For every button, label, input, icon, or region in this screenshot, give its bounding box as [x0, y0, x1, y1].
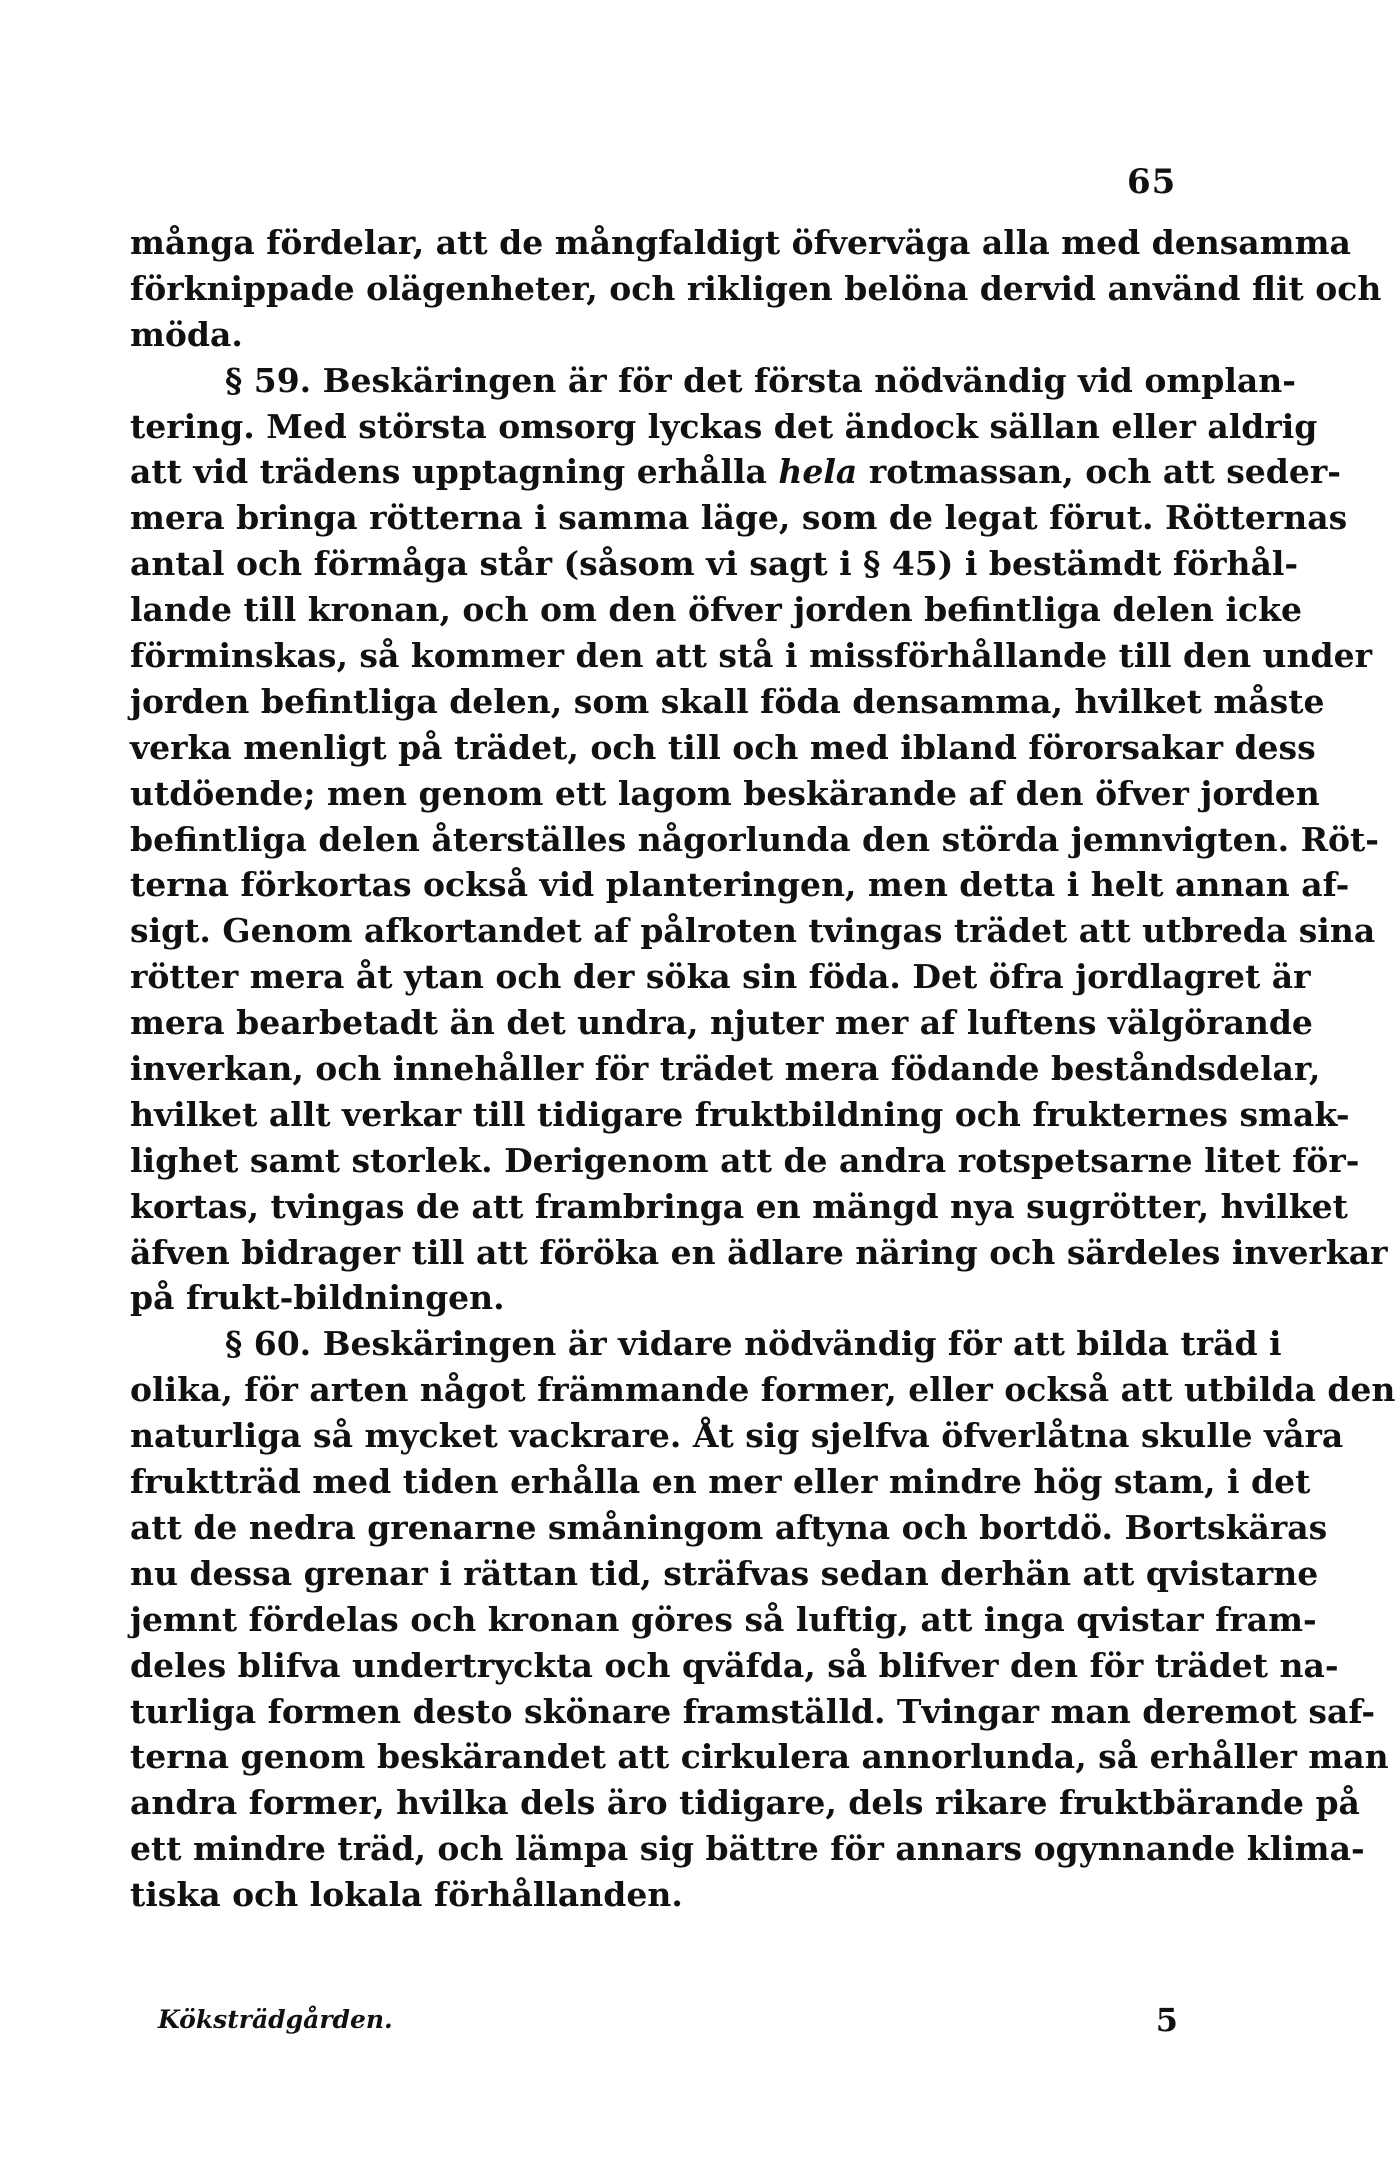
page-number: 65: [1127, 162, 1177, 202]
text-line: befintliga delen återställes någorlunda den störda jemnvigten. Röt-: [130, 819, 1379, 859]
page-footer: [158, 2001, 1178, 2045]
text-line: utdöende; men genom ett lagom beskärande af den öfver jorden: [130, 773, 1320, 813]
text-line: deles blifva undertryckta och qväfda, så blifver den för trädet na-: [130, 1645, 1339, 1685]
text-line: jorden befintliga delen, som skall föda densamma, hvilket måste: [130, 681, 1325, 721]
body-text: [130, 220, 1396, 1918]
text-line: lighet samt storlek. Derigenom att de andra rotspetsarne litet för-: [130, 1140, 1360, 1180]
text-line: terna förkortas också vid planteringen, men detta i helt annan af-: [130, 865, 1350, 905]
text-line: andra former, hvilka dels äro tidigare, dels rikare fruktbärande på: [130, 1783, 1360, 1823]
section-60-heading-line: § 60. Beskäringen är vidare nödvändig för att bilda träd i: [225, 1324, 1282, 1364]
text-line: naturliga så mycket vackrare. Åt sig sjelfva öfverlåtna skulle våra: [130, 1416, 1344, 1456]
text-line: fruktträd med tiden erhålla en mer eller mindre hög stam, i det: [130, 1462, 1311, 1502]
text-line: många fördelar, att de mångfaldigt öfverväga alla med densamma: [130, 223, 1351, 262]
text-line: att vid trädens upptagning erhålla hela rotmassan, och att seder-: [130, 452, 1341, 492]
emphasized-word: hela: [778, 452, 858, 492]
text-line: olika, för arten något främmande former, eller också att utbilda den: [130, 1370, 1396, 1410]
text-line: hvilket allt verkar till tidigare fruktbildning och frukternes smak-: [130, 1094, 1350, 1134]
text-line: terna genom beskärandet att cirkulera annorlunda, så erhåller man: [130, 1737, 1389, 1777]
text-line: jemnt fördelas och kronan göres så luftig, att inga qvistar fram-: [130, 1599, 1317, 1639]
text-line: antal och förmåga står (såsom vi sagt i § 45) i bestämdt förhål-: [130, 544, 1299, 584]
text-line: kortas, tvingas de att frambringa en mängd nya sugrötter, hvilket: [130, 1186, 1348, 1226]
text-line: nu dessa grenar i rättan tid, sträfvas sedan derhän att qvistarne: [130, 1553, 1319, 1593]
text-line: inverkan, och innehåller för trädet mera födande beståndsdelar,: [130, 1049, 1321, 1089]
text-line: mera bringa rötterna i samma läge, som de legat förut. Rötternas: [130, 498, 1348, 538]
text-line: att de nedra grenarne småningom aftyna och bortdö. Bortskäras: [130, 1507, 1328, 1547]
text-line: tiska och lokala förhållanden.: [130, 1875, 683, 1915]
text-line: mera bearbetadt än det undra, njuter mer af luftens välgörande: [130, 1003, 1313, 1043]
text-line: förminskas, så kommer den att stå i missförhållande till den under: [130, 636, 1372, 676]
footer-signature-mark: 5: [1155, 2001, 1178, 2039]
text-line: turliga formen desto skönare framställd. Tvingar man deremot saf-: [130, 1691, 1376, 1731]
text-line: ett mindre träd, och lämpa sig bättre för annars ogynnande klima-: [130, 1829, 1365, 1869]
text-line: förknippade olägenheter, och rikligen belöna dervid använd flit och: [130, 268, 1382, 308]
text-line: möda.: [130, 314, 243, 354]
text-line: på frukt-bildningen.: [130, 1278, 505, 1318]
text-line: rötter mera åt ytan och der söka sin föda. Det öfra jordlagret är: [130, 957, 1311, 997]
text-line: lande till kronan, och om den öfver jorden befintliga delen icke: [130, 590, 1302, 630]
section-59-heading-line: § 59. Beskäringen är för det första nödvändig vid omplan-: [225, 360, 1296, 400]
text-line: äfven bidrager till att föröka en ädlare näring och särdeles inverkar: [130, 1232, 1388, 1272]
text-line: verka menligt på trädet, och till och med ibland förorsakar dess: [130, 727, 1316, 767]
text-line: tering. Med största omsorg lyckas det ändock sällan eller aldrig: [130, 406, 1318, 446]
text-line: sigt. Genom afkortandet af pålroten tvingas trädet att utbreda sina: [130, 911, 1376, 951]
footer-book-title: Köksträdgården.: [158, 2005, 393, 2034]
